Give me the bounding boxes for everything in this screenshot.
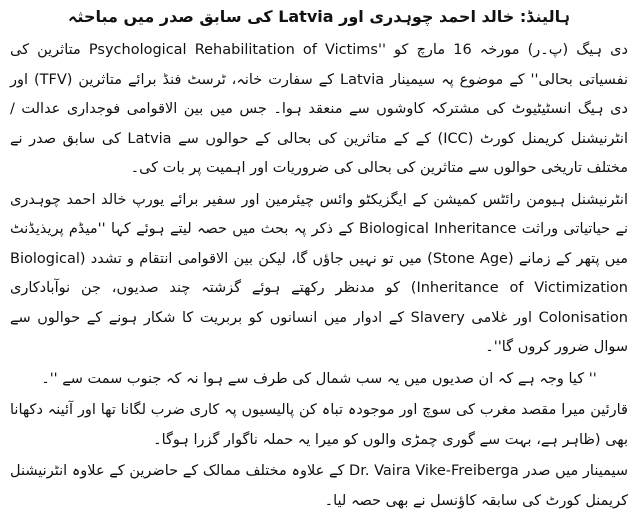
article-quote: '' کیا وجہ ہے کہ ان صدیوں میں یہ سب شمال کی طرف سے ہوا نہ کہ جنوب سمت سے ''۔ <box>41 370 597 387</box>
article-paragraph: انٹرنیشنل ہیومن رائٹس کمیشن کے ایگزیکٹو وائس چیئرمین اور سفیر برائے یورپ خالد احمد چوہدری نے حیاتیاتی وراثت Biological Inheritance کے ذکر پہ بحث میں حصہ لیتے ہوئے کہا ''میڈم پریذیڈنٹ میں پتھر کے زمانے (Stone Age) میں تو نہیں جاؤں گا، لیکن بین الاقوامی انتقام و تشدد (Biological Inheritance of Victimization) کو مدنظر رکھتے ہوئے گزشتہ چند صدیوں، جن نوآبادکاری Colonisation اور غلامی Slavery کے ادوار میں انسانوں کو بربریت کا شکار ہونے کے حوالوں سے سوال ضرور کروں گا''۔ <box>10 191 628 355</box>
article-paragraph: دی ہیگ (پ۔ر) مورخہ 16 مارچ کو ''Psychological Rehabilitation of Victims متاثرین کی نفسیاتی بحالی'' کے موضوع پہ سیمینار Latvia کے سفارت خانہ، ٹرسٹ فنڈ برائے متاثرین (TFV) اور دی ہیگ انسٹیٹیوٹ کی مشترکہ کاوشوں سے منعقد ہوا۔ جس میں بین الاقوامی فوجداری عدالت / انٹرنیشنل کریمنل کورٹ (ICC) کے کے متاثرین کی بحالی کے حوالوں سے Latvia کی سابق صدر نے مختلف تاریخی حوالوں سے متاثرین کی بحالی کی ضروریات اور اہمیت پر بات کی۔ <box>10 42 628 176</box>
article-title: ہالینڈ: خالد احمد چوہدری اور Latvia کی سابق صدر میں مباحثہ <box>68 7 570 26</box>
article-paragraph: قارئین میرا مقصد مغرب کی سوچ اور موجودہ تباہ کن پالیسیوں پہ کاری ضرب لگانا تھا اور آئینہ دکھانا بھی (ظاہر ہے، بہت سے گوری چمڑی والوں کو میرا یہ حملہ ناگوار گزرا ہوگا۔ <box>10 402 628 448</box>
article <box>10 6 628 518</box>
article-paragraph: سیمینار میں صدر Dr. Vaira Vike-Freiberga کے علاوہ مختلف ممالک کے حاضرین کے علاوہ انٹرنیشنل کریمنل کورٹ کی سابقہ کاؤنسل نے بھی حصہ لیا۔ <box>10 463 628 509</box>
